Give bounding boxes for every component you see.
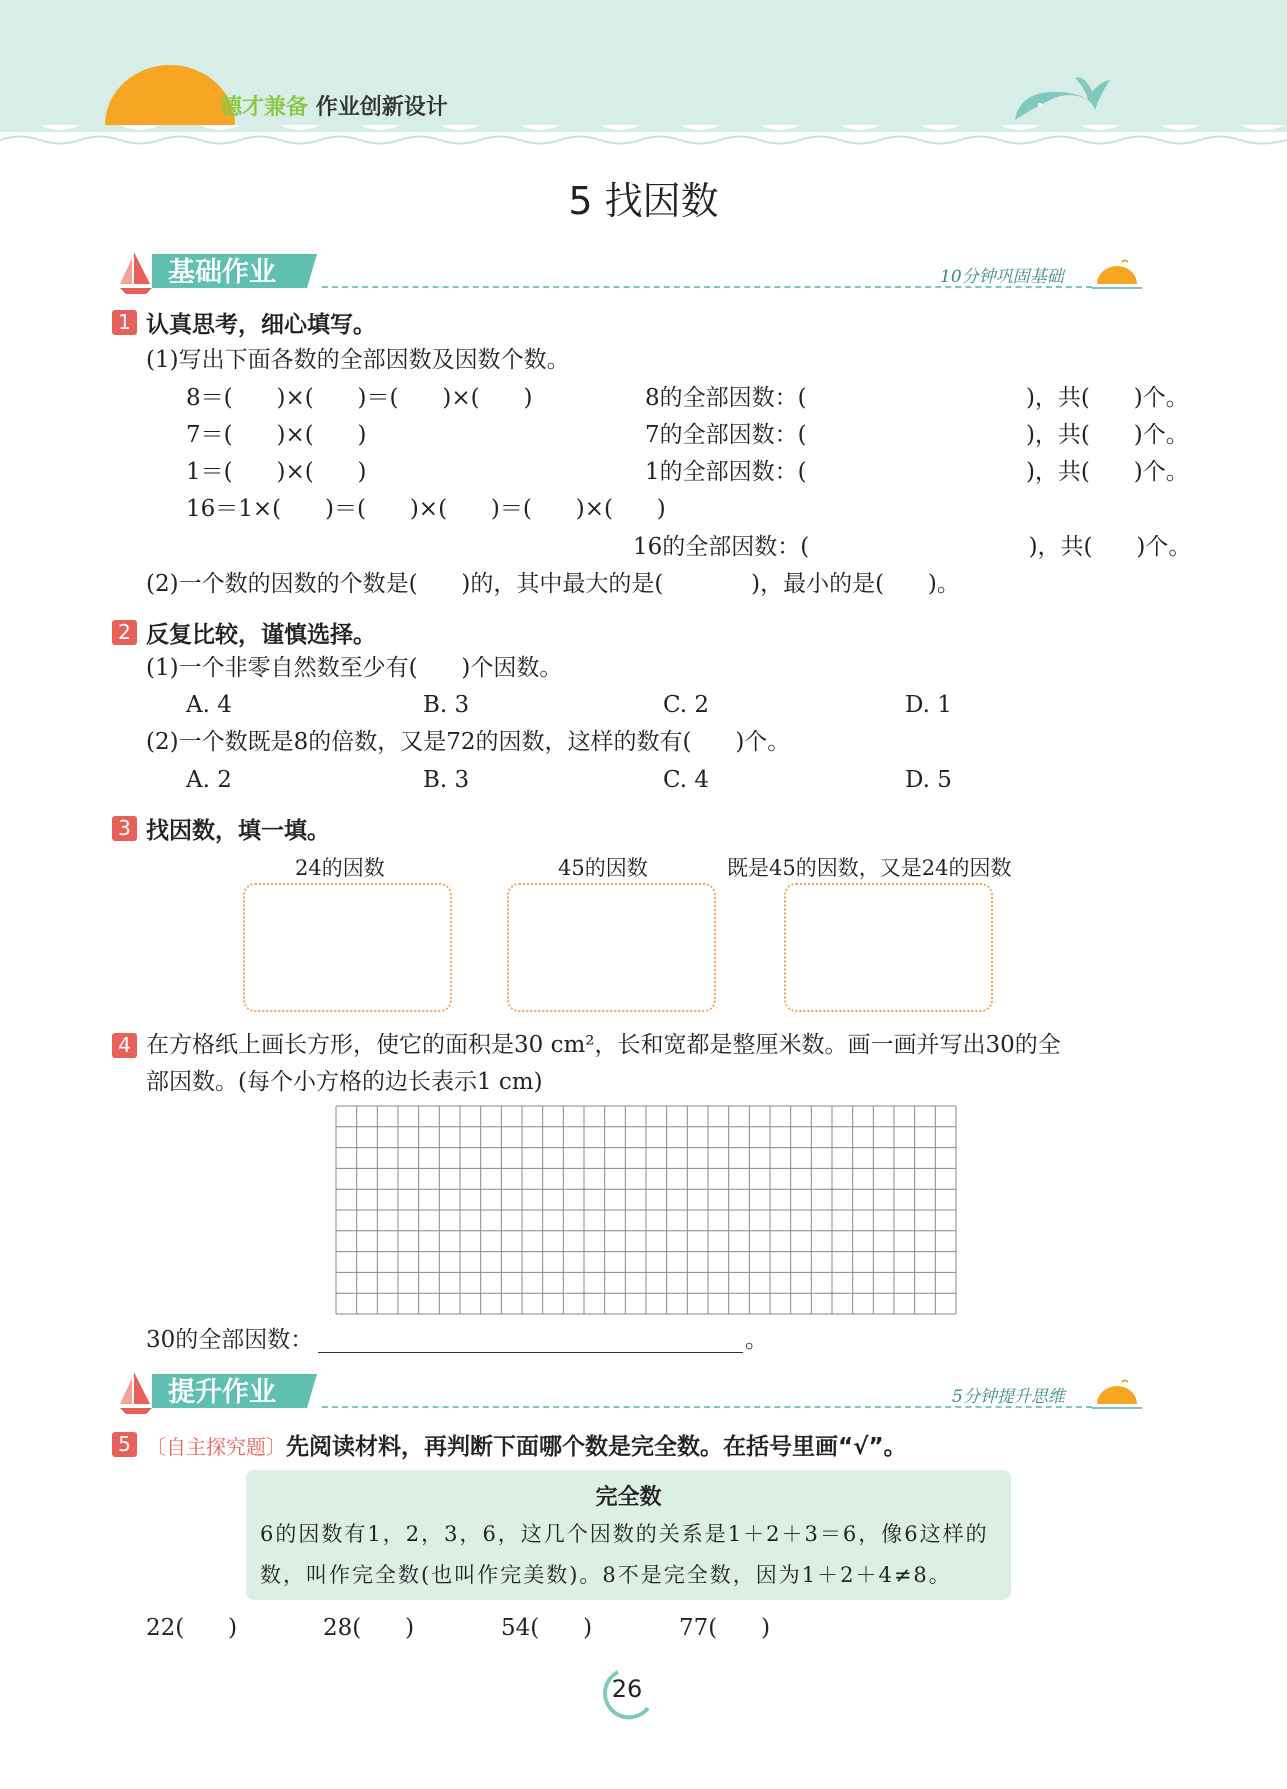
page-number: 26	[611, 1675, 643, 1703]
q5-choice-28[interactable]: 28( )	[323, 1615, 415, 1641]
material-line1: 6的因数有1，2，3，6，这几个因数的关系是1＋2＋3＝6，像6这样的	[260, 1522, 989, 1546]
q5-tag: 〔自主探究题〕	[146, 1435, 286, 1459]
q3-label-45: 45的因数	[558, 856, 648, 880]
q1-row4-left: 16＝1×( )＝( )×( )＝( )×( )	[186, 496, 666, 522]
q2-opt2-a: A. 2	[186, 767, 232, 793]
section1-label: 基础作业	[168, 257, 276, 288]
q2-sub1: (1)一个非零自然数至少有( )个因数。	[146, 655, 563, 681]
page-title: 5 找因数	[568, 179, 719, 223]
q1-row3-left: 1＝( )×( )	[186, 459, 367, 485]
q5-choice-22[interactable]: 22( )	[146, 1615, 238, 1641]
section1-right-text: 10分钟巩固基础	[940, 267, 1064, 287]
q4-answer-line[interactable]	[318, 1352, 743, 1353]
q4-number: 4	[112, 1033, 137, 1058]
q3-box-common[interactable]	[784, 883, 993, 1012]
q1-sub1: (1)写出下面各数的全部因数及因数个数。	[146, 347, 570, 373]
small-sun-icon	[1092, 1376, 1147, 1416]
brand-part1: 德才兼备	[220, 95, 309, 120]
q3-box-45[interactable]	[507, 883, 716, 1012]
brand-part2: 作业创新设计	[315, 95, 448, 120]
q5-choice-77[interactable]: 77( )	[679, 1615, 771, 1641]
q1-row5-right: 16的全部因数：( )，共( )个。	[633, 534, 1192, 560]
q1-sub2: (2)一个数的因数的个数是( )的，其中最大的是( )，最小的是( )。	[146, 571, 960, 597]
q1-row2-left: 7＝( )×( )	[186, 422, 367, 448]
q2-title: 反复比较，谨慎选择。	[146, 622, 376, 648]
grid-paper[interactable]	[335, 1105, 957, 1315]
q4-line1: 在方格纸上画长方形，使它的面积是30 cm²，长和宽都是整厘米数。画一画并写出30的全	[146, 1032, 1061, 1058]
q1-row1-left: 8＝( )×( )＝( )×( )	[186, 385, 533, 411]
material-title: 完全数	[595, 1485, 662, 1510]
small-sun-icon	[1092, 256, 1147, 296]
q3-box-24[interactable]	[243, 883, 452, 1012]
section2-right-text: 5分钟提升思维	[952, 1387, 1065, 1407]
q5-title: 先阅读材料，再判断下面哪个数是完全数。在括号里画“√”。	[286, 1434, 907, 1460]
q4-answer-end: 。	[745, 1327, 768, 1353]
header-band	[0, 0, 1287, 160]
q2-opt2-d: D. 5	[905, 767, 952, 793]
q5-number: 5	[112, 1432, 137, 1457]
q2-opt1-a: A. 4	[186, 692, 232, 718]
q2-opt2-c: C. 4	[663, 767, 710, 793]
q3-label-common: 既是45的因数，又是24的因数	[727, 856, 1012, 880]
material-box	[246, 1470, 1011, 1600]
q3-title: 找因数，填一填。	[146, 818, 330, 844]
q5-choice-54[interactable]: 54( )	[501, 1615, 593, 1641]
sailboat-icon	[120, 1372, 152, 1414]
q1-row3-right: 1的全部因数：( )，共( )个。	[645, 459, 1189, 485]
q1-title: 认真思考，细心填写。	[146, 312, 376, 338]
q3-label-24: 24的因数	[295, 856, 385, 880]
q1-number: 1	[112, 310, 137, 335]
section2-label: 提升作业	[168, 1377, 276, 1408]
q2-opt2-b: B. 3	[423, 767, 470, 793]
q5-title-line	[146, 1428, 907, 1461]
q2-opt1-c: C. 2	[663, 692, 710, 718]
q2-sub2: (2)一个数既是8的倍数，又是72的因数，这样的数有( )个。	[146, 729, 791, 755]
sailboat-icon	[120, 252, 152, 294]
q4-answer-label: 30的全部因数：	[146, 1327, 314, 1353]
q2-number: 2	[112, 620, 137, 645]
brand-title	[220, 90, 448, 121]
q1-row1-right: 8的全部因数：( )，共( )个。	[645, 385, 1189, 411]
q3-number: 3	[112, 816, 137, 841]
q1-row2-right: 7的全部因数：( )，共( )个。	[645, 422, 1189, 448]
q2-opt1-b: B. 3	[423, 692, 470, 718]
material-line2: 数，叫作完全数(也叫作完美数)。8不是完全数，因为1＋2＋4≠8。	[260, 1563, 952, 1587]
q4-line2: 部因数。(每个小方格的边长表示1 cm)	[146, 1069, 543, 1095]
q2-opt1-d: D. 1	[905, 692, 952, 718]
